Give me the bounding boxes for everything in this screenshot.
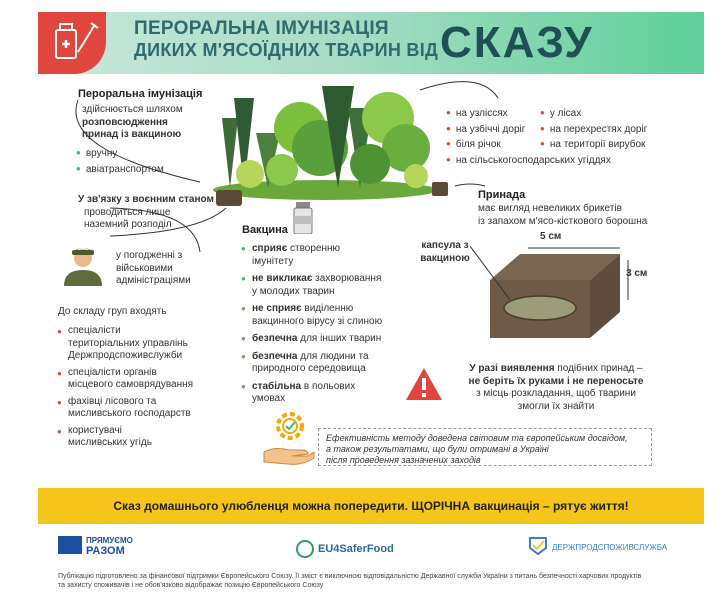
- bait-heading: Принада: [478, 189, 526, 201]
- logo-state-service: ДЕРЖПРОДСПОЖИВСЛУЖБА: [552, 543, 668, 552]
- logo-together-line-2: РАЗОМ: [86, 545, 125, 557]
- title-big: СКАЗУ: [440, 18, 594, 67]
- war-note-3: адміністраціями: [116, 275, 191, 286]
- vaccine-item-bold: сприяє: [252, 243, 288, 254]
- group-item-line: спеціалісти органів: [68, 366, 157, 378]
- method-item: ● вручну: [76, 148, 164, 161]
- bait-line-2: із запахом м'ясо-кісткового борошна: [478, 215, 648, 227]
- war-note-2: військовими: [116, 262, 173, 274]
- war-line-3: наземний розподіл: [84, 219, 172, 230]
- warning-text-1: подібних принад –: [554, 363, 643, 374]
- bait-width-label: 5 см: [540, 231, 562, 242]
- vaccine-item-text: для людини та: [297, 350, 369, 362]
- war-line-1: У зв'язку з воєнним станом: [78, 194, 214, 205]
- vaccine-item-text: захворювання: [312, 273, 382, 284]
- vaccine-item-bold: не сприяє: [252, 303, 302, 314]
- vaccine-item-text: виділенню: [301, 303, 354, 314]
- location-item: ● у лісах: [540, 108, 647, 121]
- method-item: ● авіатранспортом: [76, 164, 164, 177]
- vaccine-heading: Вакцина: [242, 224, 288, 236]
- logo-eu4saferfood: EU4SaferFood: [318, 543, 394, 555]
- footer-disclaimer: [58, 572, 678, 590]
- vaccine-item-text: умовах: [252, 393, 286, 404]
- title-line-2: ДИКИХ М'ЯСОЇДНИХ ТВАРИН ВІД: [134, 40, 439, 60]
- war-note-1: у погодженні з: [116, 250, 183, 261]
- location-item: ● біля річок: [446, 139, 611, 152]
- logo-together-line-1: ПРЯМУЄМО: [86, 536, 133, 545]
- location-item: ● на території вирубок: [540, 139, 647, 152]
- groups-heading: До складу груп входять: [58, 306, 167, 317]
- group-item-line: користувачі: [68, 424, 122, 436]
- group-item-line: Держпродспоживслужби: [68, 350, 183, 361]
- vaccine-item-text: імунітету: [252, 255, 294, 267]
- location-item: ● на перехрестях доріг: [540, 124, 647, 137]
- disclaimer-line-1: Публікацію підготовлено за фінансової підтримки Європейського Союзу. Її зміст є виключною відповідальністю Державної служби України з питань безпечності харчових продуктів: [58, 573, 642, 580]
- group-item-line: мисливських угідь: [68, 437, 152, 448]
- vaccine-item-bold: безпечна: [252, 333, 298, 344]
- bait-height-label: 3 см: [626, 268, 648, 279]
- vaccine-item-bold: безпечна: [252, 350, 298, 362]
- oral-line-2: розповсюдження: [82, 116, 168, 128]
- group-item-line: спеціалісти: [68, 325, 121, 336]
- slogan-text: Сказ домашнього улюбленця можна попередити. ЩОРІЧНА вакцинація – рятує життя!: [113, 499, 629, 513]
- state-service-logo-icon: [528, 536, 548, 556]
- vaccine-item-text: для інших тварин: [297, 333, 382, 344]
- eu4safer-logo-icon: [296, 540, 314, 558]
- location-item: ● на узбіччі доріг: [446, 124, 611, 137]
- vaccine-item-text: природного середовища: [252, 363, 366, 374]
- location-item: ● на сільськогосподарських угіддях: [446, 155, 611, 168]
- disclaimer-line-2: та захисту споживачів і не обов'язково відображає позицію Європейського Союзу: [58, 582, 324, 589]
- vaccine-item-bold: стабільна: [252, 380, 302, 392]
- vaccine-item-text: створенню: [287, 243, 341, 254]
- war-line-2: проводиться лише: [84, 206, 171, 218]
- oral-heading: Пероральна імунізація: [78, 88, 203, 100]
- warning-text-4: змогли їх знайти: [517, 400, 595, 412]
- group-item-line: мисливського господарств: [68, 408, 191, 419]
- efficacy-line-3: після проведення зазначених заходів: [326, 455, 481, 465]
- oral-line-3: принад із вакциною: [82, 129, 182, 140]
- group-item-line: територіальних управлінь: [68, 337, 188, 349]
- capsule-label-line-2: вакциною: [420, 252, 470, 264]
- warning-bold-2: не беріть їх руками і не переносьте: [468, 375, 644, 387]
- location-item: ● на узліссях: [446, 108, 611, 121]
- capsule-label-line-1: капсула з: [421, 240, 469, 251]
- group-item-line: фахівці лісового та: [68, 395, 157, 407]
- warning-text-3: з місць розкладання, щоб тварини: [476, 388, 636, 399]
- vaccine-item-text: в польових: [301, 380, 356, 392]
- efficacy-line-1: Ефективність методу доведена світовим та європейським досвідом,: [326, 433, 628, 443]
- oral-line-1: здійснюється шляхом: [82, 104, 183, 115]
- group-item-line: місцевого самоврядування: [68, 379, 194, 390]
- title-line-1: ПЕРОРАЛЬНА ІМУНІЗАЦІЯ: [134, 18, 389, 39]
- vaccine-item-text: у молодих тварин: [252, 285, 335, 297]
- bait-line-1: має вигляд невеликих брикетів: [478, 203, 622, 214]
- warning-bold-1: У разі виявлення: [469, 363, 555, 374]
- efficacy-line-2: а також результатами, що були отримані в Україні: [326, 444, 549, 454]
- eu-flag-icon: [58, 536, 82, 554]
- vaccine-item-bold: не викликає: [252, 273, 313, 284]
- vaccine-item-text: вакцинного вірусу зі слиною: [252, 315, 383, 327]
